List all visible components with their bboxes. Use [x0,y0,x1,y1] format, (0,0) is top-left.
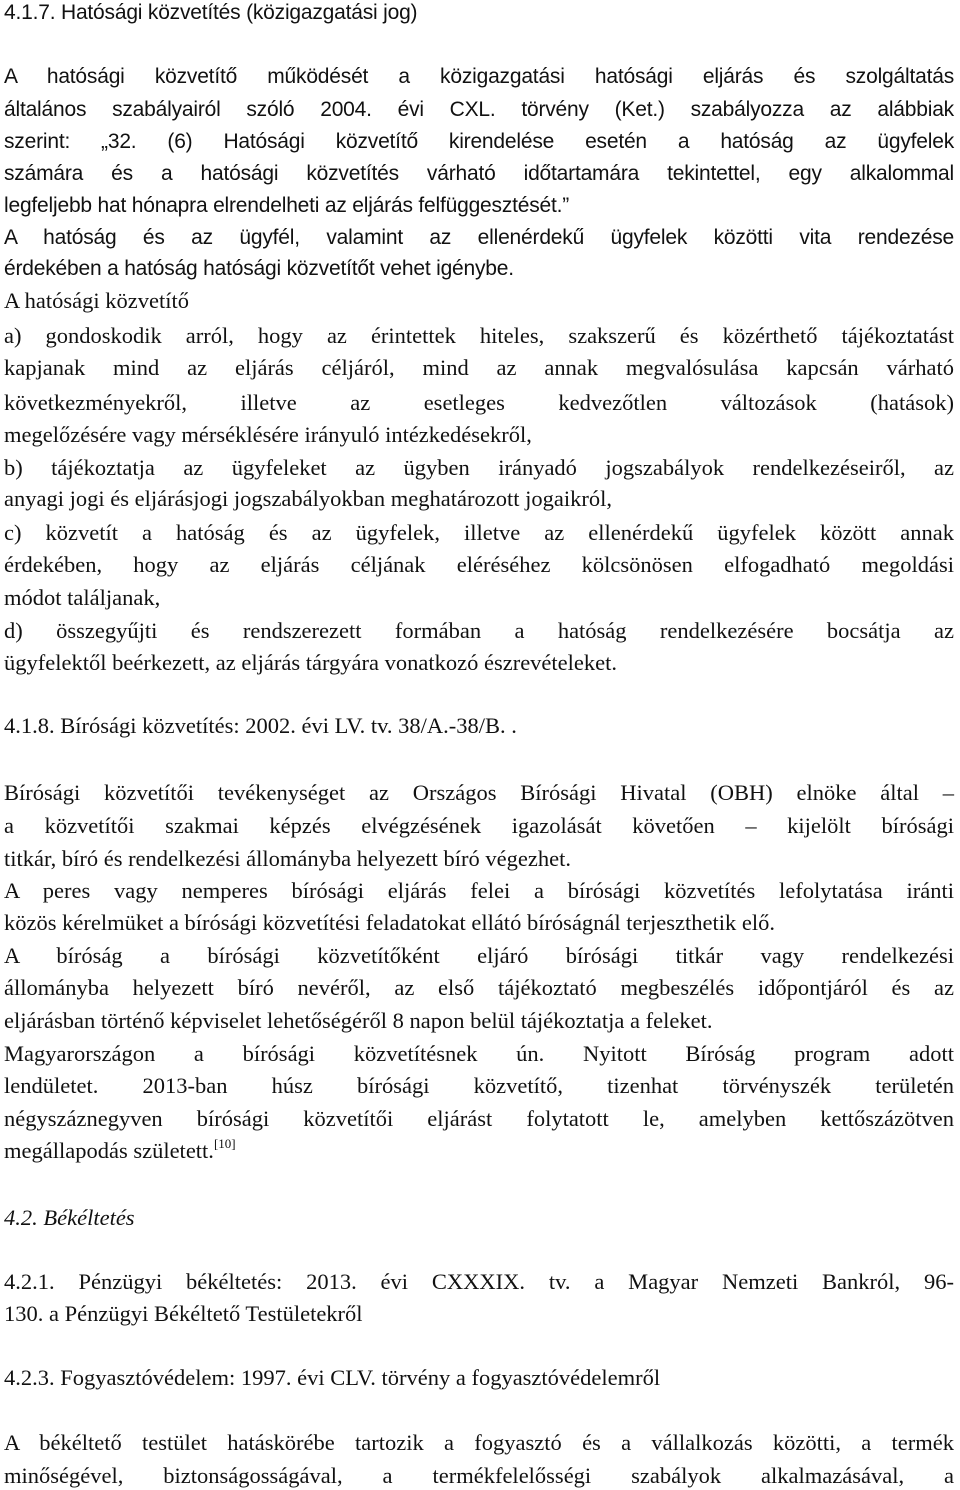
text-line: lendületet. 2013-ban húsz bírósági közvetítő, tizenhat törvényszék területén [4,1073,954,1098]
text-line: A peres vagy nemperes bírósági eljárás felei a bírósági közvetítés lefolytatása iránti [4,878,954,903]
text-line: titkár, bíró és rendelkezési állományba helyezett bíró végezhet. [4,846,571,871]
text-line: anyagi jogi és eljárásjogi jogszabályokban meghatározott jogaikról, [4,486,612,511]
text-line: érdekében, hogy az eljárás céljának eléréséhez kölcsönösen elfogadható megoldási [4,552,954,577]
text-line: A hatóság és az ügyfél, valamint az ellenérdekű ügyfelek közötti vita rendezése [4,226,954,249]
text-line: következményekről, illetve az esetleges kedvezőtlen változások (hatások) [4,390,954,415]
text-line: megelőzésére vagy mérséklésére irányuló intézkedésekről, [4,422,532,447]
text-line: állományba helyezett bíró nevéről, az első tájékoztató megbeszélés időpontjáról és az [4,975,954,1000]
section-heading-4-2: 4.2. Békéltetés [4,1205,135,1230]
text-line: Bírósági közvetítői tevékenységet az Országos Bírósági Hivatal (OBH) elnöke által – [4,780,954,805]
text-line: minőségével, biztonságosságával, a termékfelelősségi szabályok alkalmazásával, a [4,1463,954,1488]
text-line: 4.2.1. Pénzügyi békéltetés: 2013. évi CXXXIX. tv. a Magyar Nemzeti Bankról, 96- [4,1269,954,1294]
text-line: kapjanak mind az eljárás céljáról, mind az annak megvalósulása kapcsán várható [4,355,954,380]
text-line: A békéltető testület hatáskörébe tartozik a fogyasztó és a vállalkozás közötti, a termék [4,1430,954,1455]
text-line: módot találjanak, [4,585,161,610]
section-heading-4-1-8: 4.1.8. Bírósági közvetítés: 2002. évi LV. tv. 38/A.-38/B. . [4,713,517,738]
text-line [4,1136,954,1163]
text-line: általános szabályairól szóló 2004. évi CXL. törvény (Ket.) szabályozza az alábbiak [4,98,954,121]
footnote-reference[interactable]: [10] [213,1136,236,1151]
text-span: megállapodás született. [4,1138,214,1163]
text-line: A bíróság a bírósági közvetítőként eljáró bírósági titkár vagy rendelkezési [4,943,954,968]
text-line: közös kérelmüket a bírósági közvetítési feladatokat ellátó bíróságnál terjeszthetik elő. [4,910,775,935]
list-item-b: b) tájékoztatja az ügyfeleket az ügyben irányadó jogszabályok rendelkezéseiről, az [4,455,954,480]
text-line: érdekében a hatóság hatósági közvetítőt vehet igénybe. [4,257,514,280]
text-line: A hatósági közvetítő működését a közigazgatási hatósági eljárás és szolgáltatás [4,65,954,88]
text-line: négyszáznegyven bírósági közvetítői eljárást folytatott le, amelyben kettőszázötven [4,1106,954,1131]
text-line: 130. a Pénzügyi Békéltető Testületekről [4,1301,363,1326]
text-line: Magyarországon a bírósági közvetítésnek ún. Nyitott Bíróság program adott [4,1041,954,1066]
text-line: A hatósági közvetítő [4,288,189,313]
text-line: ügyfelektől beérkezett, az eljárás tárgyára vonatkozó észrevételeket. [4,650,618,675]
section-heading-4-1-7: 4.1.7. Hatósági közvetítés (közigazgatási jog) [4,1,418,24]
text-line: számára és a hatósági közvetítés várható időtartamára tekintettel, egy alkalommal [4,162,954,185]
section-heading-4-2-3: 4.2.3. Fogyasztóvédelem: 1997. évi CLV. törvény a fogyasztóvédelemről [4,1365,661,1390]
text-line: legfeljebb hat hónapra elrendelheti az eljárás felfüggesztését.” [4,194,570,217]
list-item-d: d) összegyűjti és rendszerezett formában a hatóság rendelkezésére bocsátja az [4,618,954,643]
list-item-c: c) közvetít a hatóság és az ügyfelek, illetve az ellenérdekű ügyfelek között annak [4,520,954,545]
list-item-a: a) gondoskodik arról, hogy az érintettek hiteles, szakszerű és közérthető tájékoztatást [4,323,954,348]
text-line: szerint: „32. (6) Hatósági közvetítő kirendelése esetén a hatóság az ügyfelek [4,130,954,153]
text-line: a közvetítői szakmai képzés elvégzésének igazolását követően – kijelölt bírósági [4,813,954,838]
text-line: eljárásban történő képviselet lehetőségéről 8 napon belül tájékoztatja a feleket. [4,1008,713,1033]
